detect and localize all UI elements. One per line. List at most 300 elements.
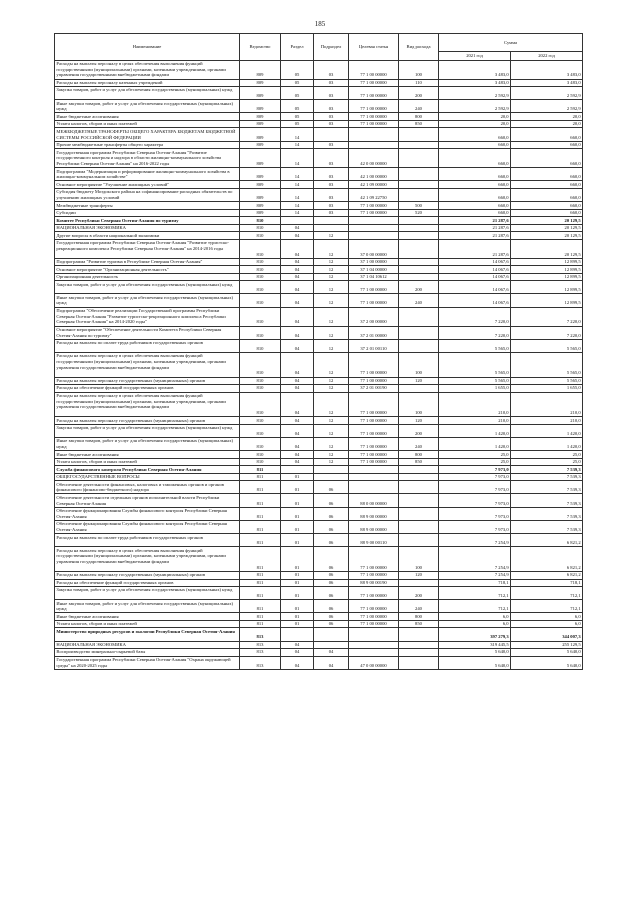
cell-target-article: 77 1 00 00000 [349, 281, 399, 294]
cell-target-article: 77 1 00 00000 [349, 572, 399, 580]
cell-target-article: 77 1 00 00000 [349, 60, 399, 79]
cell-section: 01 [281, 547, 314, 572]
cell-expense-type: 200 [399, 87, 439, 100]
cell-sum-2022: 25,0 [511, 451, 583, 459]
header-name: Наименование [55, 34, 240, 61]
cell-expense-type [399, 534, 439, 547]
cell-subsection: 06 [314, 534, 349, 547]
table-row [55, 649, 583, 657]
cell-sum-2022: 210,0 [511, 392, 583, 417]
cell-target-article: 77 1 00 00000 [349, 600, 399, 613]
table-row [55, 307, 583, 326]
cell-name: Иные закупки товаров, работ и услуг для обеспечения государственных (муниципальных) нужд [55, 294, 240, 307]
cell-sum-2021: 7 973,0 [439, 507, 511, 520]
cell-name: Государственная программа Республики Северная Осетия-Алания "Развитие государственного контроля и надзора в области жилищно-коммунального хозяйства Республики Северная Осетия-Алания" на 2016-2022 годы [55, 149, 240, 168]
cell-expense-type [399, 149, 439, 168]
cell-expense-type: 100 [399, 392, 439, 417]
cell-name: Организационная деятельность [55, 273, 240, 281]
cell-name: Расходы на выплаты по оплате труда работников государственных органов [55, 534, 240, 547]
cell-expense-type [399, 628, 439, 641]
cell-target-article: 77 1 00 00000 [349, 451, 399, 459]
cell-sum-2022: 660,0 [511, 209, 583, 217]
cell-name: Расходы на выплаты персоналу казенных учреждений [55, 79, 240, 87]
header-target-article: Целевая статья [349, 34, 399, 61]
cell-sum-2021: 718,1 [439, 579, 511, 587]
cell-department: 810 [240, 232, 281, 240]
cell-name: Подпрограмма "Развитие туризма в Республике Северная Осетия-Алания" [55, 258, 240, 266]
cell-expense-type: 800 [399, 113, 439, 121]
cell-target-article: 77 1 00 00000 [349, 392, 399, 417]
cell-target-article: 37 1 00 00000 [349, 258, 399, 266]
cell-name: Иные закупки товаров, работ и услуг для обеспечения государственных (муниципальных) нужд [55, 600, 240, 613]
cell-target-article: 77 1 00 00000 [349, 294, 399, 307]
cell-sum-2021: 3 483,0 [439, 60, 511, 79]
cell-name: Расходы на выплаты персоналу в целях обеспечения выполнения функций государственными (муниципальными) органами, казенными учреждениями, органами управления государственными внебюджетными фондами [55, 60, 240, 79]
cell-target-article: 37 1 04 00000 [349, 266, 399, 274]
cell-expense-type: 120 [399, 417, 439, 425]
cell-subsection: 12 [314, 239, 349, 258]
table-row [55, 473, 583, 481]
table-row [55, 100, 583, 113]
cell-department: 811 [240, 534, 281, 547]
cell-section: 01 [281, 613, 314, 621]
table-row [55, 326, 583, 339]
cell-sum-2021: 660,0 [439, 128, 511, 141]
cell-name: Государственная программа Республики Северная Осетия-Алания "Развитие туристско-рекреационного комплекса Республики Северная Осетия-Алания" на 2014-2016 годы [55, 239, 240, 258]
table-row [55, 587, 583, 600]
cell-expense-type [399, 217, 439, 225]
cell-subsection: 12 [314, 281, 349, 294]
cell-expense-type: 850 [399, 458, 439, 466]
cell-subsection: 03 [314, 120, 349, 128]
table-row [55, 613, 583, 621]
cell-section: 01 [281, 620, 314, 628]
cell-sum-2021: 7 973,0 [439, 466, 511, 474]
cell-section: 05 [281, 100, 314, 113]
cell-expense-type [399, 656, 439, 669]
cell-sum-2021: 210,0 [439, 392, 511, 417]
cell-name: Уплата налогов, сборов и иных платежей [55, 120, 240, 128]
cell-name: Основное мероприятие "Организационная деятельность" [55, 266, 240, 274]
cell-department: 810 [240, 273, 281, 281]
cell-department: 811 [240, 587, 281, 600]
cell-department: 810 [240, 417, 281, 425]
cell-subsection: 04 [314, 649, 349, 657]
cell-department: 811 [240, 613, 281, 621]
cell-sum-2021: 5 565,0 [439, 377, 511, 385]
cell-section: 14 [281, 149, 314, 168]
cell-target-article: 77 1 00 00000 [349, 120, 399, 128]
cell-section: 04 [281, 239, 314, 258]
cell-department: 809 [240, 141, 281, 149]
cell-section: 04 [281, 281, 314, 294]
table-row [55, 417, 583, 425]
cell-department: 809 [240, 188, 281, 201]
cell-sum-2022: 660,0 [511, 188, 583, 201]
cell-sum-2021: 1 420,0 [439, 424, 511, 437]
cell-subsection: 12 [314, 232, 349, 240]
cell-target-article: 77 1 00 00000 [349, 79, 399, 87]
cell-sum-2022: 6 821,2 [511, 547, 583, 572]
cell-name: Расходы на выплаты персоналу в целях обеспечения выполнения функций государственными (муниципальными) органами, казенными учреждениями, органами управления государственными внебюджетными фондами [55, 352, 240, 377]
cell-sum-2021: 5 565,0 [439, 352, 511, 377]
cell-subsection: 12 [314, 307, 349, 326]
cell-sum-2021: 660,0 [439, 181, 511, 189]
cell-target-article: 37 2 00 00000 [349, 307, 399, 326]
cell-expense-type [399, 307, 439, 326]
cell-sum-2022: 7 220,0 [511, 307, 583, 326]
cell-target-article [349, 641, 399, 649]
cell-department: 809 [240, 168, 281, 181]
cell-section: 04 [281, 294, 314, 307]
cell-expense-type: 200 [399, 281, 439, 294]
cell-sum-2021: 5 640,0 [439, 649, 511, 657]
cell-sum-2022: 3 483,0 [511, 60, 583, 79]
cell-expense-type [399, 473, 439, 481]
cell-expense-type [399, 273, 439, 281]
cell-department: 813 [240, 649, 281, 657]
cell-expense-type [399, 181, 439, 189]
cell-target-article: 37 0 00 00000 [349, 239, 399, 258]
table-row [55, 579, 583, 587]
cell-sum-2021: 21 287,6 [439, 239, 511, 258]
cell-sum-2021: 25,0 [439, 458, 511, 466]
table-row [55, 202, 583, 210]
cell-name: Расходы на обеспечение функций государственных органов [55, 385, 240, 393]
cell-sum-2021: 21 287,6 [439, 224, 511, 232]
cell-sum-2022: 6,0 [511, 613, 583, 621]
table-row [55, 534, 583, 547]
cell-sum-2022: 12 899,5 [511, 281, 583, 294]
cell-target-article: 77 1 00 00000 [349, 100, 399, 113]
cell-target-article: 77 1 00 00000 [349, 377, 399, 385]
cell-department: 809 [240, 149, 281, 168]
cell-target-article: 77 1 00 00000 [349, 87, 399, 100]
cell-name: Комитет Республики Северная Осетия-Алания по туризму [55, 217, 240, 225]
cell-expense-type: 850 [399, 120, 439, 128]
table-row [55, 385, 583, 393]
table-body [55, 60, 583, 669]
cell-expense-type [399, 168, 439, 181]
cell-target-article [349, 141, 399, 149]
cell-name: Закупка товаров, работ и услуг для обеспечения государственных (муниципальных) нужд [55, 87, 240, 100]
cell-department: 811 [240, 494, 281, 507]
cell-subsection: 12 [314, 437, 349, 450]
cell-sum-2022: 5 565,0 [511, 377, 583, 385]
cell-sum-2022: 660,0 [511, 181, 583, 189]
cell-target-article: 37 2 01 00190 [349, 385, 399, 393]
cell-sum-2021: 21 287,6 [439, 217, 511, 225]
cell-section: 04 [281, 326, 314, 339]
cell-sum-2021: 660,0 [439, 209, 511, 217]
cell-sum-2022: 2 592,9 [511, 87, 583, 100]
cell-section: 14 [281, 181, 314, 189]
cell-section: 04 [281, 258, 314, 266]
cell-section: 04 [281, 392, 314, 417]
cell-target-article: 77 1 00 00000 [349, 202, 399, 210]
cell-section: 01 [281, 481, 314, 494]
cell-name: Государственная программа Республики Северная Осетия-Алания "Охрана окружающей среды" на 2020-2025 годы [55, 656, 240, 669]
cell-department: 811 [240, 481, 281, 494]
cell-expense-type: 100 [399, 60, 439, 79]
cell-sum-2021: 712,1 [439, 600, 511, 613]
cell-name: Субсидии [55, 209, 240, 217]
cell-name: Расходы на выплаты персоналу государственных (муниципальных) органов [55, 417, 240, 425]
cell-department: 810 [240, 424, 281, 437]
cell-target-article: 88 9 00 00190 [349, 579, 399, 587]
cell-expense-type [399, 641, 439, 649]
cell-target-article: 77 1 00 00000 [349, 458, 399, 466]
cell-department: 809 [240, 100, 281, 113]
cell-name: Министерство природных ресурсов и экологии Республики Северная Осетия-Алания [55, 628, 240, 641]
table-row [55, 217, 583, 225]
table-row [55, 128, 583, 141]
cell-sum-2022: 7 220,0 [511, 326, 583, 339]
cell-department: 811 [240, 473, 281, 481]
cell-sum-2021: 20,0 [439, 113, 511, 121]
cell-sum-2022: 7 539,3 [511, 520, 583, 533]
cell-expense-type [399, 385, 439, 393]
cell-sum-2021: 660,0 [439, 188, 511, 201]
cell-expense-type [399, 326, 439, 339]
cell-target-article [349, 217, 399, 225]
cell-section: 14 [281, 202, 314, 210]
cell-name: Иные бюджетные ассигнования [55, 113, 240, 121]
cell-sum-2021: 7 973,0 [439, 520, 511, 533]
cell-department: 809 [240, 120, 281, 128]
cell-sum-2021: 660,0 [439, 141, 511, 149]
table-row [55, 266, 583, 274]
cell-sum-2022: 5 640,0 [511, 649, 583, 657]
table-row [55, 547, 583, 572]
cell-sum-2021: 660,0 [439, 149, 511, 168]
cell-subsection: 03 [314, 141, 349, 149]
cell-department: 811 [240, 572, 281, 580]
cell-section: 14 [281, 209, 314, 217]
cell-subsection: 06 [314, 620, 349, 628]
cell-name: Воспроизводство минерально-сырьевой базы [55, 649, 240, 657]
cell-sum-2022: 344 007,3 [511, 628, 583, 641]
cell-target-article: 77 1 00 00000 [349, 352, 399, 377]
cell-expense-type [399, 224, 439, 232]
cell-department: 813 [240, 656, 281, 669]
cell-subsection [314, 224, 349, 232]
cell-department: 811 [240, 620, 281, 628]
cell-subsection: 12 [314, 326, 349, 339]
cell-section [281, 217, 314, 225]
cell-sum-2022: 660,0 [511, 202, 583, 210]
cell-expense-type [399, 239, 439, 258]
table-row [55, 520, 583, 533]
cell-target-article: 77 1 00 00000 [349, 209, 399, 217]
cell-target-article: 77 1 00 00000 [349, 587, 399, 600]
cell-sum-2022: 5 640,0 [511, 656, 583, 669]
cell-section: 01 [281, 572, 314, 580]
cell-target-article: 37 2 01 00110 [349, 339, 399, 352]
cell-subsection [314, 641, 349, 649]
cell-section [281, 466, 314, 474]
table-row [55, 458, 583, 466]
cell-sum-2021: 3 483,0 [439, 79, 511, 87]
cell-subsection: 03 [314, 188, 349, 201]
cell-sum-2021: 7 220,0 [439, 307, 511, 326]
table-row [55, 437, 583, 450]
cell-department: 810 [240, 352, 281, 377]
cell-expense-type: 120 [399, 572, 439, 580]
cell-target-article: 88 9 00 00110 [349, 534, 399, 547]
table-row [55, 113, 583, 121]
cell-name: МЕЖБЮДЖЕТНЫЕ ТРАНСФЕРТЫ ОБЩЕГО ХАРАКТЕРА БЮДЖЕТАМ БЮДЖЕТНОЙ СИСТЕМЫ РОССИЙСКОЙ ФЕДЕРАЦИИ [55, 128, 240, 141]
cell-subsection: 12 [314, 294, 349, 307]
cell-target-article: 42 1 09 00000 [349, 181, 399, 189]
cell-department: 809 [240, 202, 281, 210]
cell-section: 04 [281, 266, 314, 274]
cell-expense-type: 100 [399, 547, 439, 572]
cell-name: Иные закупки товаров, работ и услуг для обеспечения государственных (муниципальных) нужд [55, 437, 240, 450]
cell-subsection: 03 [314, 202, 349, 210]
cell-subsection: 06 [314, 579, 349, 587]
table-row [55, 352, 583, 377]
cell-sum-2021: 21 287,6 [439, 232, 511, 240]
cell-department: 810 [240, 258, 281, 266]
cell-section: 04 [281, 437, 314, 450]
cell-subsection: 12 [314, 273, 349, 281]
table-row [55, 641, 583, 649]
cell-sum-2021: 20,0 [439, 120, 511, 128]
table-row [55, 392, 583, 417]
cell-department: 813 [240, 628, 281, 641]
cell-subsection: 03 [314, 168, 349, 181]
cell-subsection: 06 [314, 613, 349, 621]
cell-department: 810 [240, 385, 281, 393]
cell-section: 01 [281, 494, 314, 507]
table-row [55, 600, 583, 613]
cell-name: Уплата налогов, сборов и иных платежей [55, 458, 240, 466]
cell-subsection: 06 [314, 520, 349, 533]
cell-subsection: 12 [314, 392, 349, 417]
cell-name: Другие вопросы в области национальной экономики [55, 232, 240, 240]
cell-sum-2021: 210,0 [439, 417, 511, 425]
cell-section: 04 [281, 273, 314, 281]
cell-expense-type: 240 [399, 100, 439, 113]
cell-department: 810 [240, 437, 281, 450]
cell-sum-2021: 25,0 [439, 451, 511, 459]
cell-subsection [314, 628, 349, 641]
cell-target-article: 42 1 00 00000 [349, 168, 399, 181]
cell-expense-type [399, 128, 439, 141]
table-row [55, 377, 583, 385]
cell-department: 810 [240, 281, 281, 294]
cell-sum-2022: 210,0 [511, 417, 583, 425]
cell-subsection: 04 [314, 656, 349, 669]
cell-sum-2021: 5 565,0 [439, 339, 511, 352]
cell-name: НАЦИОНАЛЬНАЯ ЭКОНОМИКА [55, 224, 240, 232]
table-row [55, 281, 583, 294]
cell-sum-2022: 7 539,3 [511, 507, 583, 520]
cell-sum-2021: 660,0 [439, 202, 511, 210]
cell-subsection: 06 [314, 587, 349, 600]
cell-expense-type [399, 266, 439, 274]
table-row [55, 258, 583, 266]
cell-expense-type: 850 [399, 620, 439, 628]
cell-target-article [349, 473, 399, 481]
cell-sum-2021: 1 655,0 [439, 385, 511, 393]
cell-expense-type [399, 481, 439, 494]
cell-target-article [349, 628, 399, 641]
cell-target-article: 37 1 04 10612 [349, 273, 399, 281]
cell-name: Уплата налогов, сборов и иных платежей [55, 620, 240, 628]
cell-sum-2022: 6,0 [511, 620, 583, 628]
cell-subsection: 06 [314, 494, 349, 507]
cell-sum-2022: 3 483,0 [511, 79, 583, 87]
cell-sum-2021: 1 420,0 [439, 437, 511, 450]
cell-section: 04 [281, 232, 314, 240]
table-row [55, 628, 583, 641]
header-sum: Сумма [439, 34, 583, 52]
cell-target-article [349, 224, 399, 232]
cell-expense-type [399, 649, 439, 657]
cell-sum-2022: 660,0 [511, 149, 583, 168]
cell-sum-2022: 25,0 [511, 458, 583, 466]
cell-name: Подпрограмма "Модернизация и реформирование жилищно-коммунального хозяйства в жилищно-коммунальном хозяйстве" [55, 168, 240, 181]
cell-expense-type [399, 579, 439, 587]
table-row [55, 120, 583, 128]
cell-name: Закупка товаров, работ и услуг для обеспечения государственных (муниципальных) нужд [55, 424, 240, 437]
cell-sum-2021: 14 067,6 [439, 294, 511, 307]
cell-section [281, 628, 314, 641]
table-row [55, 141, 583, 149]
table-row [55, 232, 583, 240]
cell-sum-2022: 7 539,3 [511, 473, 583, 481]
cell-sum-2021: 660,0 [439, 168, 511, 181]
cell-target-article: 77 1 00 00000 [349, 113, 399, 121]
cell-target-article: 42 0 00 00000 [349, 149, 399, 168]
cell-target-article: 77 1 00 00000 [349, 613, 399, 621]
cell-sum-2021: 6,0 [439, 613, 511, 621]
cell-section: 04 [281, 424, 314, 437]
cell-sum-2021: 14 067,6 [439, 273, 511, 281]
cell-expense-type: 110 [399, 79, 439, 87]
cell-department: 810 [240, 224, 281, 232]
cell-sum-2021: 712,1 [439, 587, 511, 600]
cell-sum-2022: 1 420,0 [511, 424, 583, 437]
cell-department: 809 [240, 113, 281, 121]
cell-sum-2022: 12 899,5 [511, 258, 583, 266]
cell-sum-2021: 2 592,9 [439, 100, 511, 113]
cell-sum-2022: 660,0 [511, 141, 583, 149]
table-row [55, 466, 583, 474]
cell-section: 04 [281, 307, 314, 326]
cell-subsection: 03 [314, 60, 349, 79]
cell-name: Расходы на обеспечение функций государственных органов [55, 579, 240, 587]
cell-target-article: 77 1 00 00000 [349, 620, 399, 628]
cell-sum-2022: 20 129,5 [511, 217, 583, 225]
cell-name: Расходы на выплаты персоналу в целях обеспечения выполнения функций государственными (муниципальными) органами, казенными учреждениями, органами управления государственными внебюджетными фондами [55, 547, 240, 572]
cell-name: Обеспечение функционирования Службы финансового контроля Республики Северная Осетия-Алания [55, 507, 240, 520]
cell-department: 810 [240, 266, 281, 274]
cell-sum-2021: 14 067,6 [439, 266, 511, 274]
cell-name: Прочие межбюджетные трансферты общего характера [55, 141, 240, 149]
cell-name: Обеспечение деятельности финансовых, налоговых и таможенных органов и органов финансового (финансово-бюджетного) надзора [55, 481, 240, 494]
cell-department: 809 [240, 79, 281, 87]
cell-section: 05 [281, 87, 314, 100]
cell-name: Закупка товаров, работ и услуг для обеспечения государственных (муниципальных) нужд [55, 281, 240, 294]
cell-department: 809 [240, 181, 281, 189]
table-row [55, 224, 583, 232]
cell-sum-2021: 319 445,5 [439, 641, 511, 649]
cell-subsection: 06 [314, 572, 349, 580]
header-section: Раздел [281, 34, 314, 61]
